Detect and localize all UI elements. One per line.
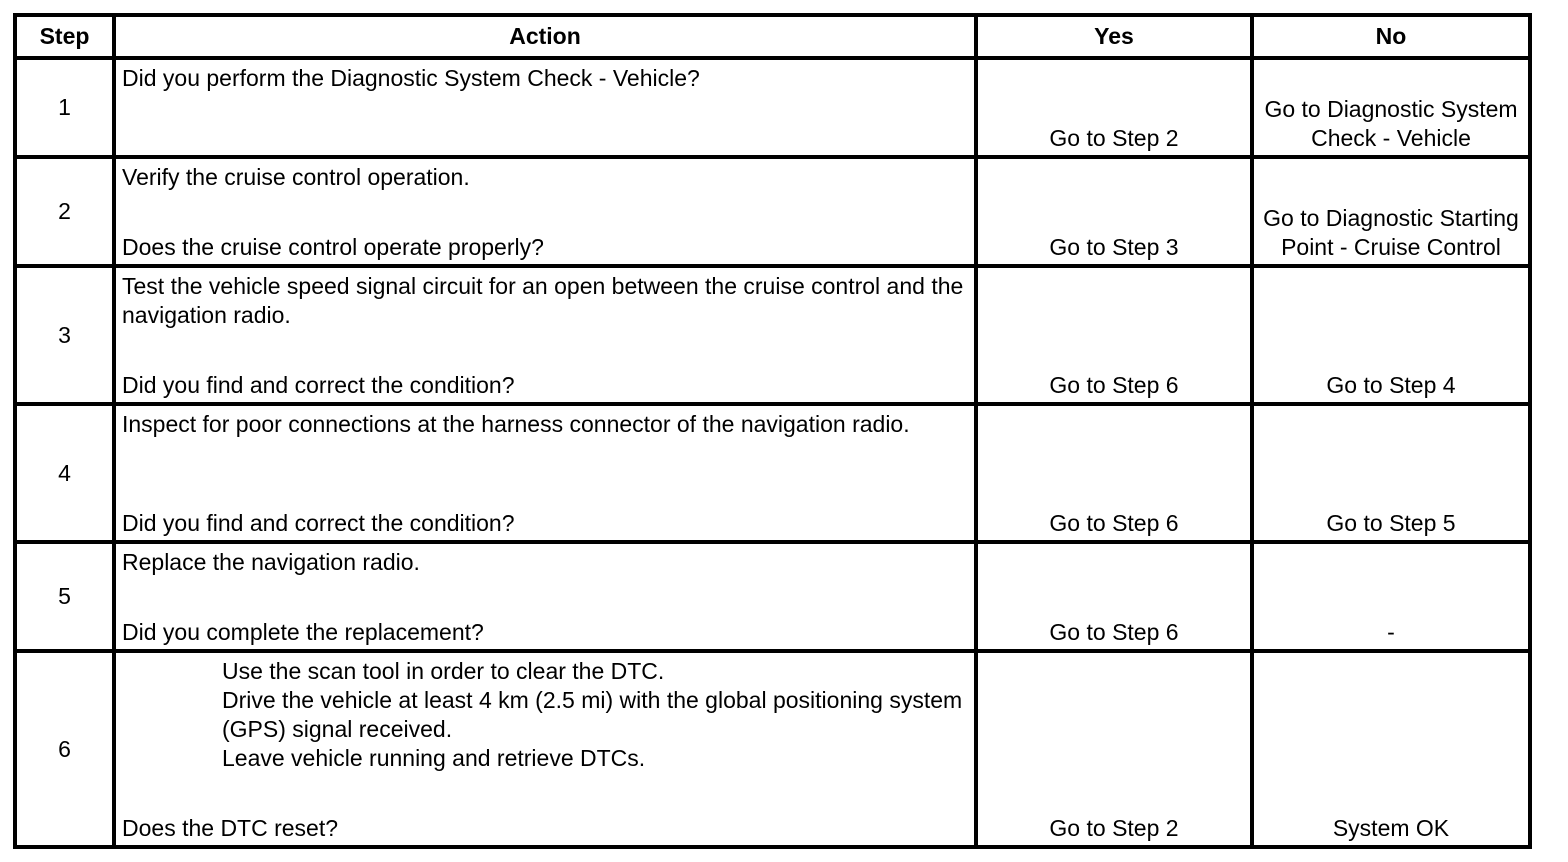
action-cell — [114, 266, 976, 404]
action-text: Verify the cruise control operation. — [122, 164, 470, 190]
substep-item: Leave vehicle running and retrieve DTCs. — [222, 745, 646, 771]
yes-cell: Go to Step 6 — [976, 404, 1252, 542]
step-number: 2 — [15, 157, 114, 266]
no-cell: - — [1252, 542, 1530, 651]
substep-item: Use the scan tool in order to clear the DTC. — [222, 658, 665, 684]
action-cell — [114, 58, 976, 157]
header-yes: Yes — [976, 15, 1252, 58]
action-text: Did you perform the Diagnostic System Check - Vehicle? — [122, 65, 700, 91]
yes-cell: Go to Step 3 — [976, 157, 1252, 266]
header-action: Action — [114, 15, 976, 58]
table-row — [15, 404, 1530, 542]
action-text: Test the vehicle speed signal circuit for an open between the cruise control and the navigation radio. — [122, 273, 964, 328]
table-row — [15, 542, 1530, 651]
table-header-row — [15, 15, 1530, 58]
substep-item: Drive the vehicle at least 4 km (2.5 mi) with the global positioning system (GPS) signal received. — [222, 687, 963, 742]
action-question: Does the DTC reset? — [122, 815, 339, 841]
action-cell — [114, 404, 976, 542]
action-text: Inspect for poor connections at the harness connector of the navigation radio. — [122, 411, 910, 437]
table-row — [15, 651, 1530, 847]
diagnostic-table — [13, 13, 1532, 849]
yes-cell: Go to Step 6 — [976, 542, 1252, 651]
action-question: Did you find and correct the condition? — [122, 510, 515, 536]
action-text: Replace the navigation radio. — [122, 549, 420, 575]
header-step: Step — [15, 15, 114, 58]
no-cell: Go to Step 5 — [1252, 404, 1530, 542]
yes-cell: Go to Step 2 — [976, 58, 1252, 157]
action-cell — [114, 542, 976, 651]
table-row — [15, 266, 1530, 404]
step-number: 4 — [15, 404, 114, 542]
action-question: Does the cruise control operate properly? — [122, 234, 544, 260]
step-number: 1 — [15, 58, 114, 157]
no-cell: Go to Step 4 — [1252, 266, 1530, 404]
substep-list — [122, 657, 968, 773]
no-cell: System OK — [1252, 651, 1530, 847]
yes-cell: Go to Step 6 — [976, 266, 1252, 404]
table-row — [15, 58, 1530, 157]
table-row — [15, 157, 1530, 266]
step-number: 3 — [15, 266, 114, 404]
action-question: Did you complete the replacement? — [122, 619, 484, 645]
step-number: 5 — [15, 542, 114, 651]
no-cell: Go to Diagnostic Starting Point - Cruise Control — [1252, 157, 1530, 266]
header-no: No — [1252, 15, 1530, 58]
action-cell — [114, 157, 976, 266]
action-question: Did you find and correct the condition? — [122, 372, 515, 398]
yes-cell: Go to Step 2 — [976, 651, 1252, 847]
no-cell: Go to Diagnostic System Check - Vehicle — [1252, 58, 1530, 157]
action-cell — [114, 651, 976, 847]
step-number: 6 — [15, 651, 114, 847]
